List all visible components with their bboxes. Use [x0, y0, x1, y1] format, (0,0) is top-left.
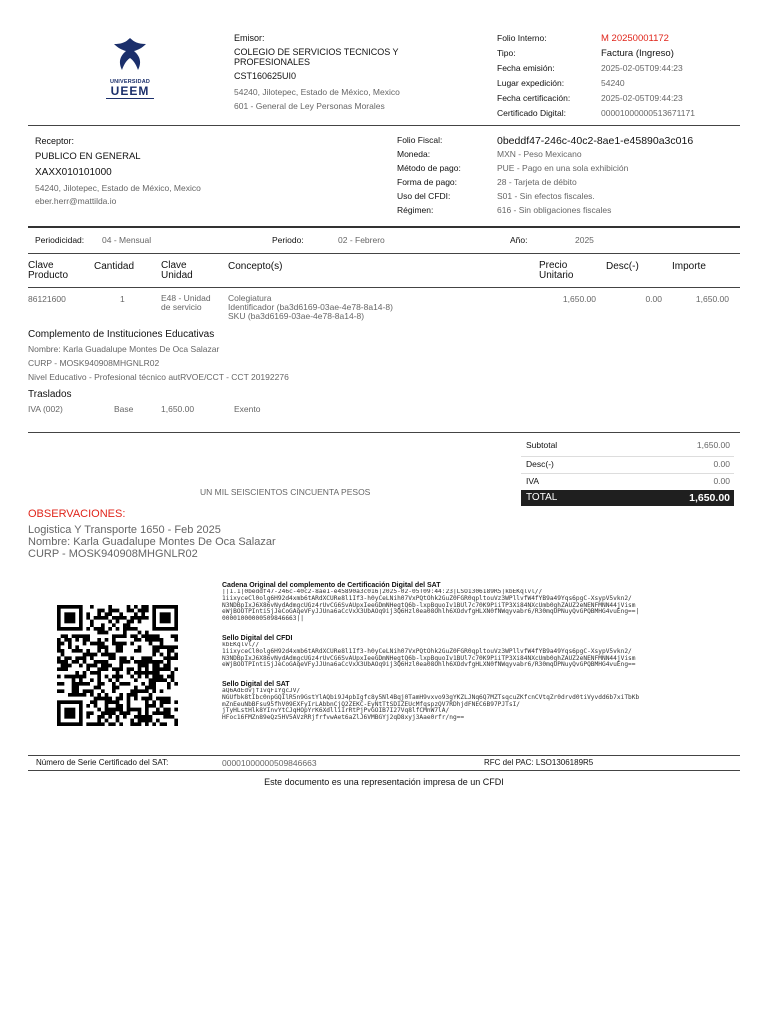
folio-interno-row: Folio Interno: M 20250001172 — [497, 33, 737, 48]
complemento-title: Complemento de Instituciones Educativas — [28, 329, 215, 340]
total-row: TOTAL 1,650.00 — [521, 490, 734, 506]
table-row: 86121600 1 E48 - Unidad de servicio Colegiatura Identificador (ba3d6169-03ae-4e78-8a14-8) SKU (ba3d6169-03ae-4e78-8a14-8) 1,650.00 0.00 1,650.00 — [28, 293, 729, 321]
emisor-address: 54240, Jilotepec, Estado de México, Mexico — [234, 87, 400, 97]
emisor-name: COLEGIO DE SERVICIOS TECNICOS Y PROFESIONALES — [234, 47, 399, 67]
th-desc: Desc(-) — [606, 261, 639, 272]
tipo-row: Tipo: Factura (Ingreso) — [497, 48, 674, 59]
eagle-logo-icon — [100, 34, 160, 74]
lugar-expedicion-row: Lugar expedición: 54240 — [497, 78, 625, 88]
emisor-label: Emisor: — [234, 33, 265, 43]
receptor-rfc: XAXX010101000 — [35, 167, 112, 178]
qr-code — [57, 605, 178, 726]
receptor-label: Receptor: — [35, 136, 75, 146]
metodo-pago-row: Método de pago: PUE - Pago en una sola exhibición — [397, 163, 629, 173]
totals-block — [521, 440, 734, 506]
fecha-certificacion-row: Fecha certificación: 2025-02-05T09:44:23 — [497, 93, 683, 103]
th-clave-unidad: Clave Unidad — [161, 260, 193, 281]
total-value: 1,650.00 — [689, 492, 730, 504]
emisor-block — [234, 33, 434, 111]
subtotal-row: Subtotal 1,650.00 — [521, 440, 734, 457]
logo-line1: UNIVERSIDAD — [109, 79, 151, 85]
emisor-rfc: CST160625UI0 — [234, 71, 297, 81]
uso-cfdi-row: Uso del CFDI: S01 - Sin efectos fiscales. — [397, 191, 595, 201]
emisor-regime: 601 - General de Ley Personas Morales — [234, 101, 385, 111]
folio-fiscal-row: Folio Fiscal: 0beddf47-246c-40c2-8ae1-e45890a3c016 — [397, 135, 694, 147]
complemento-block: Complemento de Instituciones Educativas Nombre: Karla Guadalupe Montes De Oca Salazar CURP - MOSK940908MHGNLR02 Nivel Educativo - Profesional técnico autRVOE/CCT - CCT 20192276 Traslados IVA (002) Base 1,650.00 Exento — [28, 329, 428, 416]
fecha-emision-row: Fecha emisión: 2025-02-05T09:44:23 — [497, 63, 683, 73]
amount-in-words: UN MIL SEISCIENTOS CINCUENTA PESOS — [200, 487, 371, 497]
receptor-name: PUBLICO EN GENERAL — [35, 151, 141, 162]
period-row: Periodicidad: 04 - Mensual Periodo: 02 - Febrero Año: 2025 — [35, 235, 594, 245]
th-clave-producto: Clave Producto — [28, 260, 69, 281]
certificado-digital-row: Certificado Digital: 00001000000513671171 — [497, 108, 695, 118]
regimen-row: Régimen: 616 - Sin obligaciones fiscales — [397, 205, 612, 215]
traslados-title: Traslados — [28, 389, 72, 400]
folio-fiscal-value: 0beddf47-246c-40c2-8ae1-e45890a3c016 — [497, 135, 694, 147]
sello-cfdi-block: Sello Digital del CFDI kbEKqlvl// 1iixyceCl0olg6H92d4xmb6tARdXCURe8l1If3-h0yCeLNih07VxPQtOhk2GuZ0FGR0qpltouVz3WPllvfW4fYB9a49Yqs6pgC-XsypV5vkn2/ N3NDBpIxJ6X86vNydAdmgcUGz4rUvCG6SvAUpxIeeGDmNHegtQ6b-lxpBquoIv1BUl7c70K9PiiTP3Xi84NXcUmb0ghZAUZ2eNENFMNN44jVism eWjBOOTPInti5jJeCoGAqeVFyJJUna6aCcVxX3UbAOq9ij3Q6Hzl0ea08Ohlh6XOdvfgHLXN0fNWqyvabr6/R30mqUPNuyQvGPQBMHG4vuEng== — [222, 635, 636, 669]
footer-note: Este documento es una representación impresa de un CFDI — [264, 777, 504, 787]
cadena-original-block: Cadena Original del complemento de Certificación Digital del SAT ||1.1|0beddf47-246c-40c2-8ae1-e45890a3c016|2025-02-05T09:44:23|LSO1306189R5|kbEKqlvl// 1iixyceCl0olg6H92d4xmb6tARdXCURe8l1If3-h0yCeLNih07VxPQtOhk2GuZ0FGR0qpltouVz3WPllvfW4fYB9a49Yqs6pgC-XsypV5vkn2/ N3NDBpIxJ6X86vNydAdmgcUGz4rUvCG6SvAUpxIeeGDmNHegtQ6b-lxpBquoIv1BUl7c70K9PiiTP3Xi84NXcUmb0ghZAUZ2eNENFMNN44jVism eWjBOOTPInti5jJeCoGAqeVFyJJUna6aCcVxX3UbAOq9ij3Q6Hzl0ea08Ohlh6XOdvfgHLXN0fNWqyvabr6/R30mqUPNuyQvGPQBMHG4vuEng==| 00001000000509846663|| — [222, 582, 640, 623]
folio-interno-value: M 20250001172 — [601, 33, 669, 44]
iva-row: IVA 0.00 — [526, 476, 730, 486]
qr-code-icon — [57, 605, 178, 726]
th-concepto: Concepto(s) — [228, 261, 283, 272]
serie-row: Número de Serie Certificado del SAT: 00001000000509846663 RFC del PAC: LSO1306189R5 — [36, 758, 594, 768]
th-cantidad: Cantidad — [94, 261, 135, 272]
moneda-row: Moneda: MXN - Peso Mexicano — [397, 149, 582, 159]
fiscal-fields — [397, 135, 742, 219]
observaciones-block: OBSERVACIONES: Logistica Y Transporte 1650 - Feb 2025 Nombre: Karla Guadalupe Montes De Oca Salazar CURP - MOSK940908MHGNLR02 — [28, 508, 528, 560]
th-importe: Importe — [672, 261, 706, 272]
th-precio: Precio Unitario — [539, 260, 574, 281]
logo — [100, 34, 160, 98]
logo-line2: UEEM — [110, 84, 150, 98]
header-fields — [497, 33, 737, 123]
desc-row: Desc(-) 0.00 — [521, 457, 734, 474]
receptor-address: 54240, Jilotepec, Estado de México, Mexico — [35, 183, 201, 193]
sello-sat-block: Sello Digital del SAT aQ6AdEdvjf1vqFIYgcJV/ NGUfbk8tIbc0npGQIlR5n9GstYlAQbi9J4pbIgfc8y5Nl4Bqj0TamH9vxvo93gYKZLJNq6Q7MZTsqcuZKfcnCVtqZr0drvd0tiVyvdd6b7xiTbKb mZnEeuNbBFsu95fhV09EXFyIrLAbbnCjQ2ZEKC-EyNtTtSDIZEUcMfqspzQV7RDhjdFNEC6B97PJTsI/ jTyHLstHlk8YInvYtCJqHOpYrK6XdlliIrRtPjPvGOIB7I27Vq8lfCMnW7lA/ HFoc16FMZn89eQz5HV5AVzRRjfrfvwAet6aZlJ6VMBGYj2qD8xyj3Aae0rfr/ng== — [222, 681, 640, 722]
traslados-row: IVA (002) Base 1,650.00 Exento — [28, 404, 261, 414]
observaciones-title: OBSERVACIONES: — [28, 508, 126, 520]
forma-pago-row: Forma de pago: 28 - Tarjeta de débito — [397, 177, 577, 187]
table-header — [28, 261, 740, 285]
receptor-email: eber.herr@mattilda.io — [35, 196, 117, 206]
receptor-block — [35, 136, 335, 206]
